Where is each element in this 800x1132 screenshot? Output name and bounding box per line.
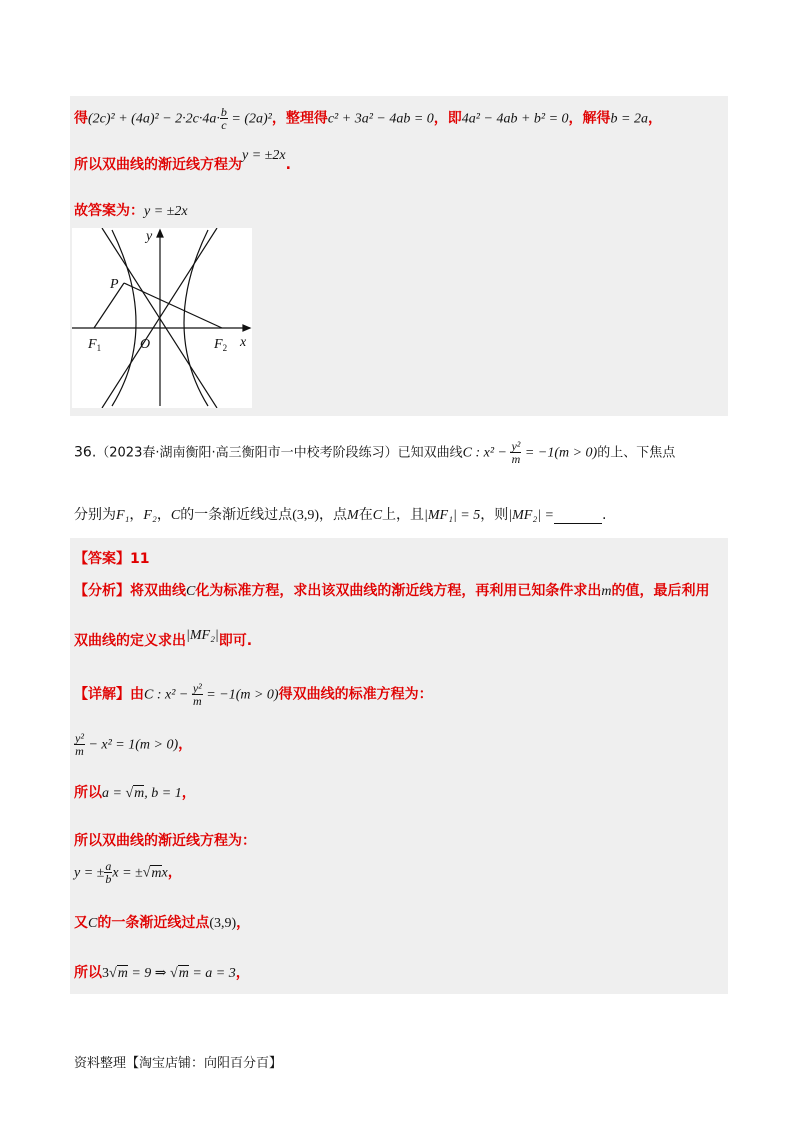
- so-a-b-line: 所以a = √m, b = 1，: [74, 785, 196, 801]
- equation: y = ±2x: [144, 204, 188, 219]
- label-o: O: [140, 337, 151, 352]
- segment-pf2: [124, 283, 222, 328]
- y-arrow: [157, 230, 163, 237]
- problem-number: 36.: [74, 444, 97, 461]
- label-y: y: [146, 229, 153, 244]
- equation: 4a² − 4ab + b² = 0: [461, 111, 569, 127]
- fraction: $\frac{\text{y²}}{m}$: [511, 439, 521, 466]
- problem-36-line-2: 分别为F₁，F₂，C的一条渐近线过点(3,9)，点M在C上，且|MF₁| = 5，则|MF₂| = .: [74, 507, 607, 523]
- equation: b = 2a: [610, 111, 648, 127]
- fraction: $\frac{a}{b}$: [105, 859, 112, 886]
- problem-36-line-1: 36.（2023春·湖南衡阳·高三衡阳市一中校考阶段练习）已知双曲线C : x² − $\frac{\text{y²}}{m}$ = −1(m > 0)的上、下焦点: [74, 439, 676, 466]
- asymptote-equation-line: y = ± $\frac{a}{b}$ x = ±√mx，: [74, 859, 182, 886]
- again-line: 又C的一条渐近线过点(3,9)，: [74, 915, 251, 931]
- answer-line: 故答案为：y = ±2x: [74, 203, 188, 219]
- fraction: $\frac{\text{y²}}{m}$: [192, 681, 202, 708]
- label-p: P: [110, 277, 119, 292]
- fraction: $\frac{b}{c}$: [220, 105, 227, 132]
- solution-line-2: 所以双曲线的渐近线方程为y = ±2x.: [74, 148, 291, 173]
- detail-line: 【详解】由C : x² − $\frac{\text{y²}}{m}$ = −1(m > 0)得双曲线的标准方程为：: [74, 681, 433, 708]
- label-f2: $F_2$: [214, 337, 228, 353]
- analysis-line-1: 【分析】将双曲线C化为标准方程，求出该双曲线的渐近线方程，再利用已知条件求出m的值，最后利用: [74, 583, 710, 599]
- answer-value: 11: [130, 551, 150, 567]
- hyperbola-right-branch: [184, 230, 208, 406]
- footer-source: 资料整理【淘宝店铺：向阳百分百】: [74, 1056, 283, 1071]
- hyperbola-figure: [72, 228, 252, 408]
- asymptote-text-line: 所以双曲线的渐近线方程为：: [74, 833, 256, 849]
- solution-line-1: 得(2c)² + (4a)² − 2·2c·4a· $\frac{b}{c}$ = (2a)²，整理得c² + 3a² − 4ab = 0，即4a² − 4ab + b² = 0，解得b = 2a，: [74, 105, 662, 132]
- equation: y = ±2x: [242, 148, 286, 163]
- fraction: $\frac{\text{y²}}{m}$: [75, 731, 84, 758]
- label-f1: $F_1$: [88, 337, 102, 353]
- analysis-line-2: 双曲线的定义求出|MF₂|即可.: [74, 628, 253, 649]
- so-sqrt-line: 所以3√m = 9 ⇒ √m = a = 3，: [74, 965, 250, 981]
- standard-equation-line: $\frac{\text{y²}}{m}$ − x² = 1(m > 0)，: [75, 731, 193, 758]
- x-arrow: [243, 325, 250, 331]
- answer-label-line: 【答案】11: [74, 551, 150, 567]
- equation: c² + 3a² − 4ab = 0: [327, 111, 434, 127]
- answer-blank: [554, 511, 602, 524]
- segment-pf1: [94, 283, 124, 328]
- equation: (2c)² + (4a)² − 2·2c·4a·: [88, 111, 220, 127]
- label-x: x: [240, 335, 247, 350]
- hyperbola-left-branch: [112, 230, 136, 406]
